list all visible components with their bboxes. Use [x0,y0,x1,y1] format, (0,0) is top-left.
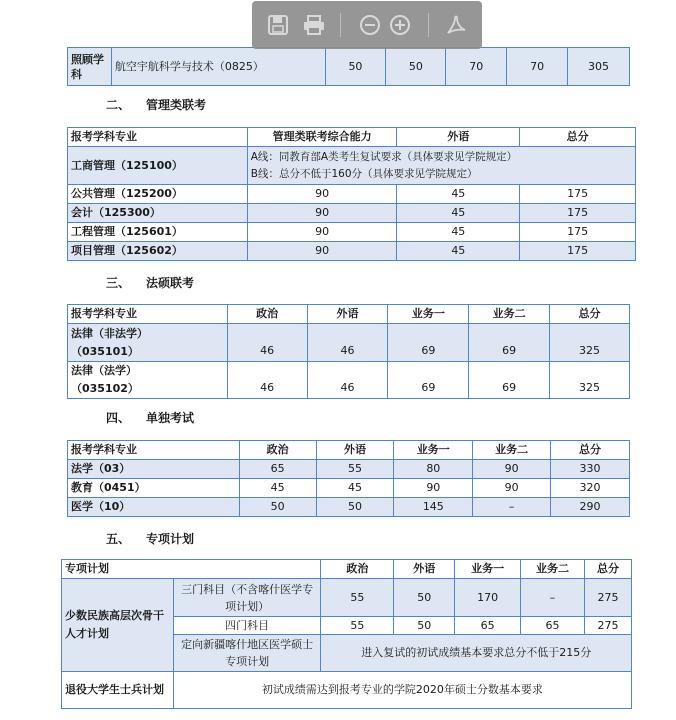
column-header: 外语 [316,441,394,460]
table-row: 项目管理（125602） 90 45 175 [68,242,636,261]
column-header: 报考学科专业 [68,305,228,324]
column-header: 外语 [394,560,455,579]
column-header: 外语 [397,128,520,147]
special-plan-table [61,559,632,709]
requirement-cell: A线：同教育部A类考生复试要求（具体要求见学院规定） B线：总分不低于160分（具体要求见学院规定） [247,147,635,185]
score-cell: 50 [325,48,386,86]
table-row: 法学（03） 65 55 80 90 330 [68,460,630,479]
column-header: 业务一 [455,560,521,579]
print-icon[interactable] [300,11,328,39]
section-title-law: 三、 法硕联考 [106,276,195,290]
column-header: 总分 [551,441,630,460]
column-header: 业务一 [388,305,469,324]
subject-cell: 航空宇航科学与技术（0825） [111,48,325,86]
table-row: 退役大学生士兵计划 初试成绩需达到报考专业的学院2020年硕士分数基本要求 [62,672,632,709]
table-row: 少数民族高层次骨干人才计划 三门科目（不含喀什医学专项计划） 55 50 170 – 275 [62,579,632,617]
total-cell: 305 [568,48,630,86]
veteran-label: 退役大学生士兵计划 [62,672,174,709]
table-row: 四门科目 55 50 65 65 275 [62,617,632,635]
section-title-special: 五、 专项计划 [106,532,195,546]
care-subject-label: 照顾学科 [68,48,112,86]
column-header: 业务二 [469,305,550,324]
group-label: 少数民族高层次骨干人才计划 [62,579,174,672]
subject-cell: 工商管理（125100） [68,147,248,185]
section-title-independent: 四、 单独考试 [106,411,195,425]
score-cell: 50 [386,48,446,86]
column-header: 外语 [307,305,388,324]
table-row: 教育（0451） 45 45 90 90 320 [68,479,630,498]
pdf-toolbar [252,1,482,49]
table-row: 法律（非法学） （035101） 46 46 69 69 325 [68,324,630,362]
column-header: 业务二 [473,441,551,460]
column-header: 报考学科专业 [68,128,248,147]
column-header: 业务一 [394,441,473,460]
toolbar-divider [340,13,341,37]
table-row: 法律（法学） （035102） 46 46 69 69 325 [68,362,630,399]
toolbar-divider [428,13,429,37]
top-table [67,47,630,86]
column-header: 政治 [239,441,316,460]
save-icon[interactable] [264,11,292,39]
column-header: 业务二 [521,560,585,579]
column-header: 管理类联考综合能力 [247,128,397,147]
zoom-in-icon[interactable] [386,11,414,39]
column-header: 专项计划 [62,560,321,579]
column-header: 总分 [585,560,632,579]
zoom-out-icon[interactable] [356,11,384,39]
table-row: 公共管理（125200） 90 45 175 [68,185,636,204]
acrobat-icon[interactable] [442,11,470,39]
independent-exam-table [67,440,630,517]
score-cell: 70 [507,48,568,86]
section-title-management: 二、 管理类联考 [106,98,207,112]
table-row: 定向新疆喀什地区医学硕士专项计划 进入复试的初试成绩基本要求总分不低于215分 [62,635,632,672]
column-header: 政治 [227,305,307,324]
law-table [67,304,630,399]
table-row: 工程管理（125601） 90 45 175 [68,223,636,242]
column-header: 总分 [550,305,630,324]
column-header: 报考学科专业 [68,441,240,460]
column-header: 政治 [321,560,394,579]
table-row: 医学（10） 50 50 145 – 290 [68,498,630,517]
column-header: 总分 [520,128,636,147]
table-row: 会计（125300） 90 45 175 [68,204,636,223]
score-cell: 70 [446,48,507,86]
management-table [67,127,636,261]
